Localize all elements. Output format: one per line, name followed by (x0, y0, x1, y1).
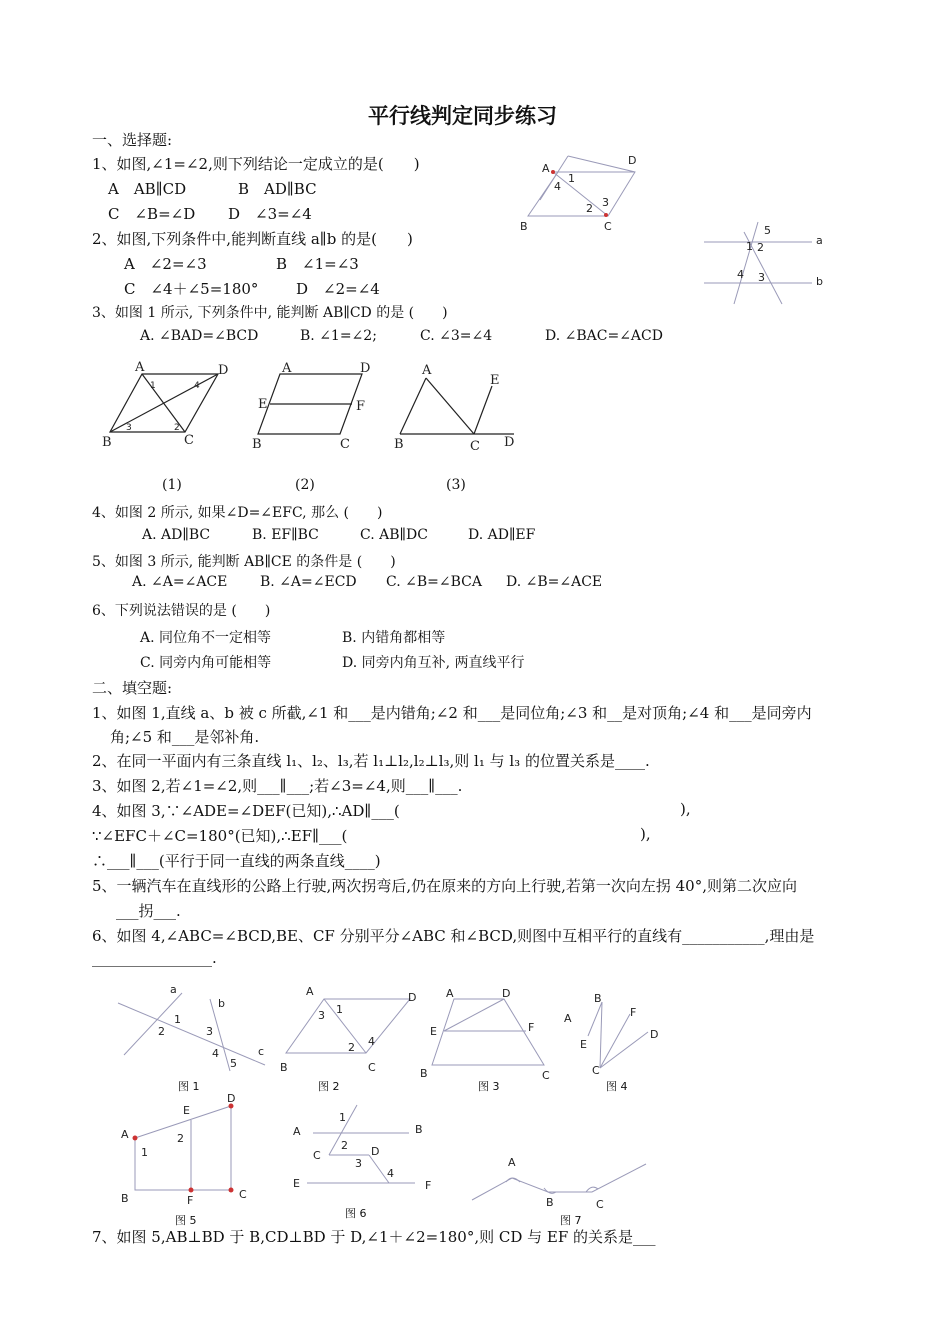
fig-f7-label-A: A (508, 1156, 516, 1169)
fig-f6-label-E: E (293, 1177, 300, 1190)
fig-q1-label-1: 1 (568, 172, 575, 185)
caption-fig-3: (3) (446, 477, 466, 493)
f6-line1: 6、如图 4,∠ABC=∠BCD,BE、CF 分别平分∠ABC 和∠BCD,则图中互相平行的直线有___________,理由是 (92, 927, 815, 945)
fig-f4-label-A: A (564, 1012, 572, 1025)
figure-fill-3 (418, 985, 558, 1085)
fig-f3-label-B: B (420, 1067, 428, 1080)
fig-q1-label-A: A (542, 162, 550, 175)
fig-f1-label-b: b (218, 997, 225, 1010)
fig-q2-label-3: 3 (758, 271, 765, 284)
q1-stem: 1、如图,∠1=∠2,则下列结论一定成立的是( ) (92, 155, 420, 173)
fig-f6-label-D: D (371, 1145, 380, 1158)
fig-q2-label-b: b (816, 275, 823, 288)
fig-f3-label-C: C (542, 1069, 550, 1082)
fig-q1-label-2: 2 (586, 202, 593, 215)
fig3-label-D: D (504, 435, 515, 450)
figure-fill-1 (110, 985, 280, 1080)
q3-option-c: C. ∠3=∠4 (420, 328, 493, 344)
q6-option-b: B. 内错角都相等 (342, 630, 446, 646)
q3-option-d: D. ∠BAC=∠ACD (545, 328, 663, 344)
figure-fill-4 (560, 988, 670, 1083)
fig-f3-label-F: F (528, 1021, 535, 1034)
q5-option-d: D. ∠B=∠ACE (506, 574, 603, 590)
fig1-label-2: 2 (174, 423, 180, 433)
q5-option-a: A. ∠A=∠ACE (132, 574, 228, 590)
fig-f4-label-C: C (592, 1064, 600, 1077)
fig-f5-label-E: E (183, 1104, 190, 1117)
fig-f1-label-1: 1 (174, 1013, 181, 1026)
fig1-label-D: D (218, 363, 229, 378)
fig2-label-B: B (252, 437, 262, 452)
fig-f7-label-B: B (546, 1196, 554, 1209)
figure-3-3 (392, 362, 522, 454)
f1-line2: 角;∠5 和___是邻补角. (110, 728, 260, 746)
fig-f1-label-a: a (170, 983, 177, 996)
fig-q2-label-5: 5 (764, 224, 771, 237)
caption-fill-fig-4: 图 4 (606, 1080, 628, 1093)
fig-f3-label-A: A (446, 987, 454, 1000)
q1-option-b: B AD∥BC (238, 180, 317, 198)
fig2-label-E: E (258, 397, 268, 412)
caption-fill-fig-7: 图 7 (560, 1214, 582, 1227)
section-header-fill: 二、填空题: (92, 679, 173, 697)
q5-option-b: B. ∠A=∠ECD (260, 574, 357, 590)
q3-stem: 3、如图 1 所示, 下列条件中, 能判断 AB∥CD 的是 ( ) (92, 305, 448, 321)
caption-fill-fig-6: 图 6 (345, 1207, 367, 1220)
fig1-label-B: B (102, 435, 112, 450)
fig-f5-label-A: A (121, 1128, 129, 1141)
caption-fill-fig-3: 图 3 (478, 1080, 500, 1093)
fig-f6-label-1: 1 (339, 1111, 346, 1124)
fig3-label-C: C (470, 439, 480, 454)
caption-fill-fig-5: 图 5 (175, 1214, 197, 1227)
f3: 3、如图 2,若∠1=∠2,则___∥___;若∠3=∠4,则___∥___. (92, 777, 463, 795)
q4-stem: 4、如图 2 所示, 如果∠D=∠EFC, 那么 ( ) (92, 505, 383, 521)
section-header-choice: 一、选择题: (92, 131, 173, 149)
f7: 7、如图 5,AB⊥BD 于 B,CD⊥BD 于 D,∠1＋∠2=180°,则 CD 与 EF 的关系是___ (92, 1228, 656, 1246)
caption-fig-1: (1) (162, 477, 182, 493)
q2-stem: 2、如图,下列条件中,能判断直线 a∥b 的是( ) (92, 230, 413, 248)
fig1-label-3: 3 (126, 423, 132, 433)
fig-f5-label-2: 2 (177, 1132, 184, 1145)
q6-option-d: D. 同旁内角互补, 两直线平行 (342, 655, 525, 671)
caption-fill-fig-2: 图 2 (318, 1080, 340, 1093)
fig-f5-label-1: 1 (141, 1146, 148, 1159)
fig-q1-label-3: 3 (602, 196, 609, 209)
q1-option-d: D ∠3=∠4 (228, 205, 312, 223)
figure-fill-2 (278, 985, 428, 1080)
fig3-label-B: B (394, 437, 404, 452)
fig-f5-label-B: B (121, 1192, 129, 1205)
fig-q2-label-4: 4 (737, 268, 744, 281)
fig-f7-label-C: C (596, 1198, 604, 1211)
fig-q1-label-B: B (520, 220, 528, 233)
fig-f3-label-E: E (430, 1025, 437, 1038)
f4-line2-end: ), (640, 825, 651, 843)
fig-f2-label-A: A (306, 985, 314, 998)
fig-q2-label-2: 2 (757, 241, 764, 254)
fig-f1-label-4: 4 (212, 1047, 219, 1060)
fig1-label-A: A (135, 360, 145, 375)
fig2-label-A: A (282, 361, 292, 376)
fig-f6-label-A: A (293, 1125, 301, 1138)
figure-q1 (520, 148, 650, 238)
q2-option-a: A ∠2=∠3 (124, 255, 207, 273)
fig-f1-label-2: 2 (158, 1025, 165, 1038)
caption-fig-2: (2) (295, 477, 315, 493)
q1-option-c: C ∠B=∠D (108, 205, 196, 223)
q4-option-d: D. AD∥EF (468, 527, 536, 543)
f4-line3: ∴___∥___(平行于同一直线的两条直线____) (92, 852, 381, 870)
fig-q1-label-C: C (604, 220, 612, 233)
q5-option-c: C. ∠B=∠BCA (386, 574, 482, 590)
q5-stem: 5、如图 3 所示, 能判断 AB∥CE 的条件是 ( ) (92, 554, 396, 570)
fig2-label-F: F (356, 399, 366, 414)
fig1-label-C: C (184, 433, 194, 448)
q1-option-a: A AB∥CD (108, 180, 187, 198)
fig3-label-A: A (422, 363, 432, 378)
fig-f6-label-2: 2 (341, 1139, 348, 1152)
q3-option-a: A. ∠BAD=∠BCD (140, 328, 259, 344)
fig-f6-label-3: 3 (355, 1157, 362, 1170)
figure-fill-7 (468, 1152, 653, 1212)
fig-q1-label-D: D (628, 154, 637, 167)
fig-f2-label-D: D (408, 991, 417, 1004)
q2-option-c: C ∠4＋∠5=180° (124, 280, 259, 298)
f4-line2: ∵∠EFC＋∠C=180°(已知),∴EF∥___( (92, 827, 348, 845)
figure-q2 (700, 218, 840, 308)
fig-f2-label-1: 1 (336, 1003, 343, 1016)
fig2-label-C: C (340, 437, 350, 452)
q6-option-a: A. 同位角不一定相等 (140, 630, 272, 646)
f4-line1-end: ), (680, 800, 691, 818)
fig3-label-E: E (490, 373, 500, 388)
fig-q2-label-1: 1 (746, 240, 753, 253)
fig1-label-1: 1 (150, 381, 156, 391)
q6-option-c: C. 同旁内角可能相等 (140, 655, 272, 671)
fig-f5-label-D: D (227, 1092, 236, 1105)
fig2-label-D: D (360, 361, 371, 376)
figure-fill-6 (285, 1095, 445, 1205)
figure-fill-5 (115, 1092, 255, 1210)
fig-f5-label-F: F (187, 1194, 194, 1207)
fig-f3-label-D: D (502, 987, 511, 1000)
fig-q1-label-4: 4 (554, 180, 561, 193)
f6-line2: ________________. (92, 949, 217, 967)
fig-f1-label-c: c (258, 1045, 265, 1058)
q4-option-a: A. AD∥BC (142, 527, 211, 543)
caption-fill-fig-1: 图 1 (178, 1080, 200, 1093)
page-title: 平行线判定同步练习 (368, 104, 557, 128)
fig-f2-label-2: 2 (348, 1041, 355, 1054)
q4-option-b: B. EF∥BC (252, 527, 319, 543)
fig-f4-label-B: B (594, 992, 602, 1005)
fig-f2-label-4: 4 (368, 1035, 375, 1048)
q2-option-d: D ∠2=∠4 (296, 280, 380, 298)
fig-f2-label-3: 3 (318, 1009, 325, 1022)
q6-stem: 6、下列说法错误的是 ( ) (92, 603, 271, 619)
fig-f2-label-B: B (280, 1061, 288, 1074)
f4-line1: 4、如图 3,∵∠ADE=∠DEF(已知),∴AD∥___( (92, 802, 400, 820)
fig-q2-label-a: a (816, 234, 823, 247)
f5-line2: ___拐___. (116, 902, 181, 920)
q4-option-c: C. AB∥DC (360, 527, 428, 543)
fig-f1-label-5: 5 (230, 1057, 237, 1070)
fig-f4-label-E: E (580, 1038, 587, 1051)
fig-f6-label-F: F (425, 1179, 432, 1192)
figure-3-2 (250, 360, 380, 454)
f5-line1: 5、一辆汽车在直线形的公路上行驶,两次拐弯后,仍在原来的方向上行驶,若第一次向左拐 40°,则第二次应向 (92, 877, 797, 895)
fig-f1-label-3: 3 (206, 1025, 213, 1038)
q3-option-b: B. ∠1=∠2; (300, 328, 377, 344)
fig-f4-label-F: F (630, 1006, 637, 1019)
fig-f5-label-C: C (239, 1188, 247, 1201)
fig-f6-label-C: C (313, 1149, 321, 1162)
f2: 2、在同一平面内有三条直线 l₁、l₂、l₃,若 l₁⊥l₂,l₂⊥l₃,则 l₁ 与 l₃ 的位置关系是____. (92, 752, 650, 770)
f1-line1: 1、如图 1,直线 a、b 被 c 所截,∠1 和___是内错角;∠2 和___是同位角;∠3 和__是对顶角;∠4 和___是同旁内 (92, 704, 812, 722)
fig-f4-label-D: D (650, 1028, 659, 1041)
figure-3-1 (100, 362, 235, 454)
fig-f6-label-B: B (415, 1123, 423, 1136)
fig1-label-4: 4 (194, 381, 200, 391)
fig-f2-label-C: C (368, 1061, 376, 1074)
fig-f6-label-4: 4 (387, 1167, 394, 1180)
q2-option-b: B ∠1=∠3 (276, 255, 359, 273)
